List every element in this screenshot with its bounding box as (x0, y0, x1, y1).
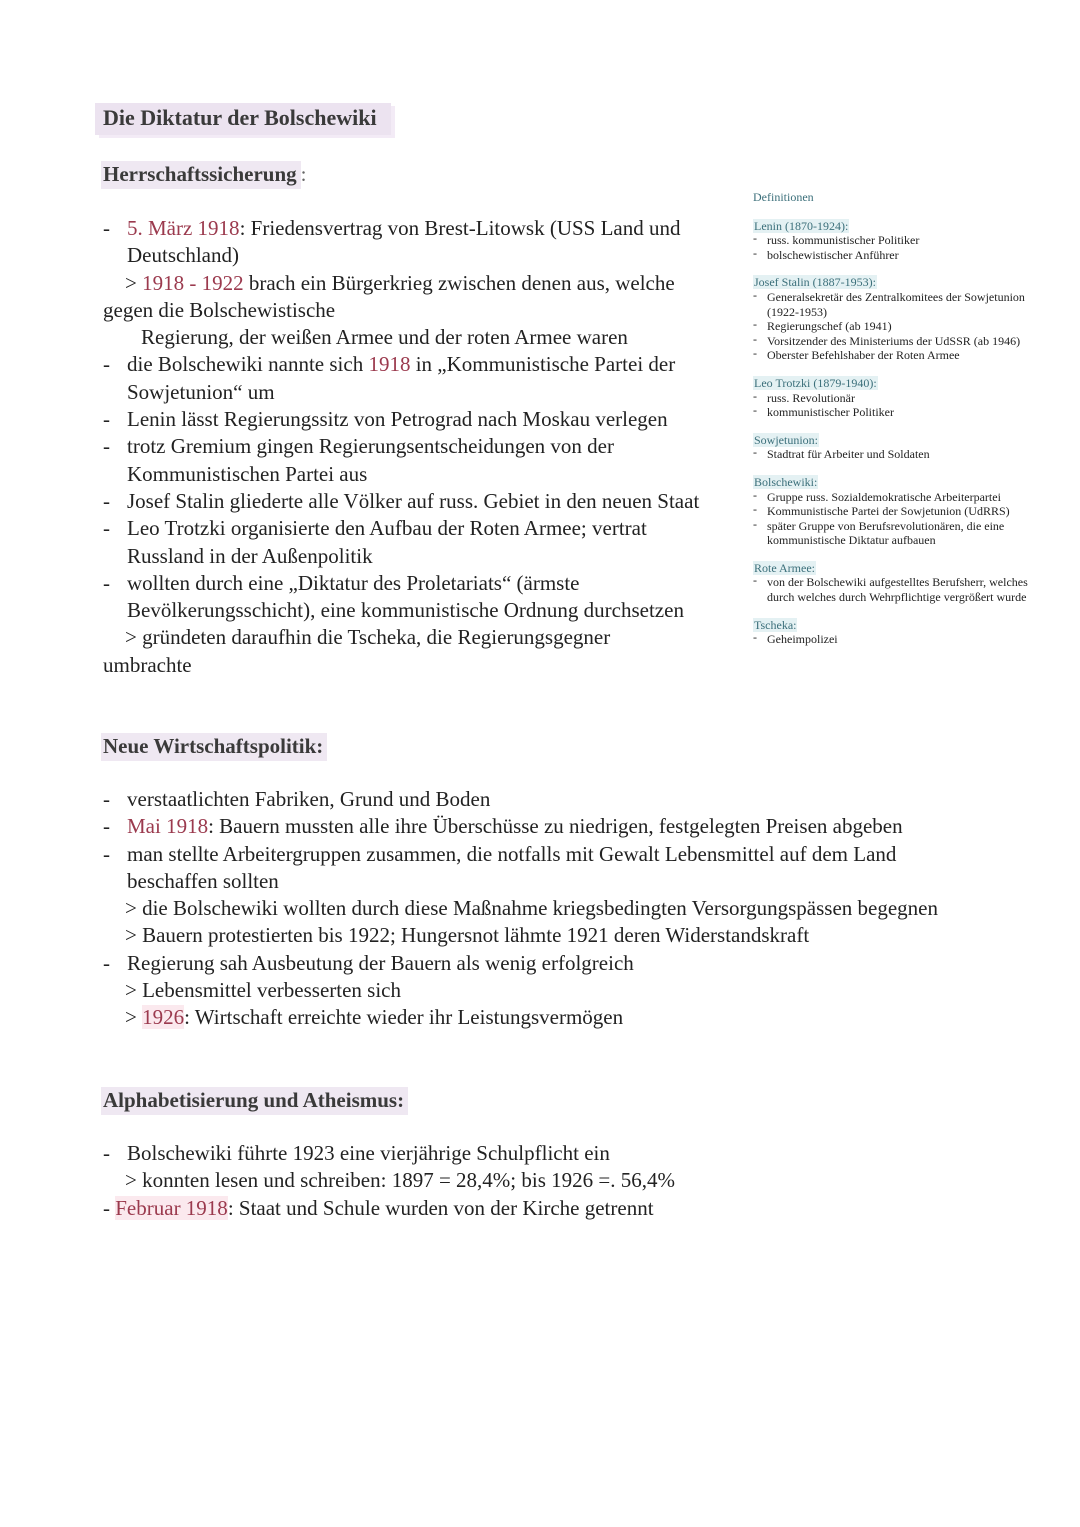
definition-item: Vorsitzender des Ministeriums der UdSSR (ab 1946) (767, 333, 1021, 348)
list-item: - verstaatlichten Fabriken, Grund und Boden (103, 787, 491, 811)
list-item: - trotz Gremium gingen Regierungsentscheidungen von der (103, 434, 614, 459)
sub-point-text: brach ein Bürgerkrieg zwischen denen aus, welche (243, 270, 675, 295)
definition-item: später Gruppe von Berufsrevolutionären, die eine (767, 518, 1005, 533)
list-item-text: : Staat und Schule wurden von der Kirche getrennt (227, 1195, 654, 1220)
section-heading-text: Herrschaftssicherung (101, 161, 301, 189)
section-heading-text: Neue Wirtschaftspolitik: (101, 733, 327, 761)
definition-item: Kommunistische Partei der Sowjetunion (UdRRS) (767, 504, 1010, 519)
list-item-text: Lenin lässt Regierungssitz von Petrograd nach Moskau verlegen (127, 407, 668, 432)
definition-item: bolschewistischer Anführer (767, 247, 899, 262)
list-item: - Bolschewiki führte 1923 eine vierjährige Schulpflicht ein (103, 1141, 610, 1165)
sub-point-continuation: Regierung, der weißen Armee und der roten Armee waren (141, 325, 628, 350)
list-item-text: : Bauern mussten alle ihre Überschüsse zu niedrigen, festgelegten Preisen abgeben (208, 814, 903, 839)
section1-body (103, 215, 733, 679)
definition-heading: Rote Armee: (754, 560, 815, 575)
definition-item: kommunistische Diktatur aufbauen (767, 533, 936, 548)
sub-point-arrow: > (125, 270, 143, 295)
definition-stalin: Josef Stalin (1887-1953): - Generalsekretär des Zentralkomitees der Sowjetunion (1922-1953) - Regierungschef (ab 1941) - Vorsitzender des Ministeriums der UdSSR (ab 1946) - Oberster Befehlshaber der Roten Armee (753, 275, 1025, 363)
page-title-text: Die Diktatur der Bolschewiki (95, 103, 391, 135)
sub-point: > Bauern protestierten bis 1922; Hungersnot lähmte 1921 deren Widerstandskraft (125, 923, 810, 948)
sub-point (103, 270, 733, 297)
definition-heading: Tscheka: (754, 617, 797, 632)
list-item-continuation: Kommunistischen Partei aus (127, 461, 368, 486)
sub-point (103, 1004, 1003, 1031)
section-heading-herrschaftssicherung (101, 161, 306, 189)
list-item: - man stellte Arbeitergruppen zusammen, die notfalls mit Gewalt Lebensmittel auf dem Land (103, 841, 897, 866)
section-heading-text: Alphabetisierung und Atheismus: (101, 1087, 408, 1115)
list-item-text: Regierung sah Ausbeutung der Bauern als wenig erfolgreich (127, 950, 634, 975)
definition-heading: Lenin (1870-1924): (754, 218, 849, 233)
definition-item: Regierungschef (ab 1941) (767, 319, 892, 334)
definition-item: Stadtrat für Arbeiter und Soldaten (767, 447, 930, 462)
page-title (95, 103, 391, 135)
section-heading-alphabetisierung (101, 1087, 408, 1115)
definition-heading: Bolschewiki: (754, 474, 818, 489)
sub-point-arrow: > (125, 1005, 143, 1030)
list-item-continuation: Bevölkerungsschicht), eine kommunistische Ordnung durchsetzen (127, 598, 684, 623)
date-highlight: 1918 (368, 352, 411, 377)
list-item: - wollten durch eine „Diktatur des Proletariats“ (ärmste (103, 570, 580, 595)
sub-point: > konnten lesen und schreiben: 1897 = 28,4%; bis 1926 =. 56,4% (125, 1168, 675, 1193)
sub-point-text: : Wirtschaft erreichte wieder ihr Leistungsvermögen (184, 1005, 624, 1030)
definition-item: durch welches durch Wehrpflichtige vergrößert wurde (767, 590, 1027, 605)
definition-heading: Sowjetunion: (754, 432, 819, 447)
list-item: - die Bolschewiki nannte sich 1918 in „Kommunistische Partei der (103, 352, 676, 377)
definition-sowjetunion: Sowjetunion: - Stadtrat für Arbeiter und Soldaten (753, 432, 930, 462)
definition-item: (1922-1953) (767, 304, 827, 319)
section-heading-colon: : (300, 162, 307, 186)
section3-body (103, 1140, 903, 1222)
list-item: - Lenin lässt Regierungssitz von Petrograd nach Moskau verlegen (103, 407, 668, 432)
list-item: - Leo Trotzki organisierte den Aufbau der Roten Armee; vertrat (103, 516, 647, 541)
list-item: - Regierung sah Ausbeutung der Bauern als wenig erfolgreich (103, 950, 634, 975)
list-item-text: in „Kommunistische Partei der (410, 352, 676, 377)
definition-heading: Leo Trotzki (1879-1940): (754, 375, 877, 390)
sub-point: > gründeten daraufhin die Tscheka, die Regierungsgegner (125, 625, 611, 650)
list-item-dash: - (103, 1195, 116, 1220)
date-highlight: Mai 1918 (127, 814, 209, 839)
section-heading-wirtschaftspolitik (101, 733, 327, 761)
definition-bolschewiki: Bolschewiki: - Gruppe russ. Sozialdemokratische Arbeiterpartei - Kommunistische Partei der Sowjetunion (UdRRS) - später Gruppe von Berufsrevolutionären, die eine kommunistische Diktatur aufbauen (753, 474, 1010, 548)
list-item: - Mai 1918: Bauern mussten alle ihre Überschüsse zu niedrigen, festgelegten Preisen abgeben (103, 814, 903, 839)
definitions-title: Definitionen (753, 190, 814, 204)
list-item-text: verstaatlichten Fabriken, Grund und Boden (127, 787, 491, 811)
list-item-text: trotz Gremium gingen Regierungsentscheidungen von der (127, 434, 614, 459)
definitions-sidebar (753, 190, 1068, 660)
list-item-continuation: Russland in der Außenpolitik (127, 543, 373, 568)
list-item-text: die Bolschewiki nannte sich (127, 352, 369, 377)
list-item-text: wollten durch eine „Diktatur des Proletariats“ (ärmste (127, 570, 580, 595)
definition-item: Geheimpolizei (767, 632, 838, 647)
section2-body (103, 786, 1003, 1032)
definition-tscheka: Tscheka: - Geheimpolizei (753, 617, 838, 647)
definition-heading: Josef Stalin (1887-1953): (754, 275, 876, 290)
definition-item: russ. Revolutionär (767, 390, 855, 405)
list-item-continuation: Sowjetunion“ um (127, 379, 275, 404)
definition-trotzki: Leo Trotzki (1879-1940): - russ. Revolutionär - kommunistischer Politiker (753, 375, 894, 420)
definition-item: von der Bolschewiki aufgestelltes Berufsherr, welches (767, 575, 1028, 590)
date-highlight: 5. März 1918 (127, 216, 240, 240)
list-item-text: Bolschewiki führte 1923 eine vierjährige Schulpflicht ein (127, 1141, 610, 1165)
definition-item: kommunistischer Politiker (767, 405, 894, 420)
sub-point: > Lebensmittel verbesserten sich (125, 978, 402, 1003)
date-highlight: 1918 - 1922 (142, 270, 244, 295)
list-item-text: man stellte Arbeitergruppen zusammen, die notfalls mit Gewalt Lebensmittel auf dem Land (127, 841, 897, 866)
list-item-text: Josef Stalin gliederte alle Völker auf russ. Gebiet in den neuen Staat (127, 488, 700, 513)
list-item (103, 1195, 903, 1222)
definition-rote-armee: Rote Armee: - von der Bolschewiki aufgestelltes Berufsherr, welches durch welches durch Wehrpflichtige vergrößert wurde (753, 560, 1028, 605)
list-item-continuation: Deutschland) (127, 243, 239, 268)
list-item: - 5. März 1918: Friedensvertrag von Brest-Litowsk (USS Land und (103, 216, 681, 240)
date-highlight: 1926 (142, 1005, 185, 1030)
definition-item: Gruppe russ. Sozialdemokratische Arbeiterpartei (767, 489, 1001, 504)
sub-point-continuation: umbrachte (103, 652, 192, 677)
definition-item: russ. kommunistischer Politiker (767, 233, 920, 248)
definition-item: Oberster Befehlshaber der Roten Armee (767, 348, 960, 363)
date-highlight: Februar 1918 (115, 1195, 228, 1220)
list-item: - Josef Stalin gliederte alle Völker auf russ. Gebiet in den neuen Staat (103, 488, 700, 513)
list-item-continuation: beschaffen sollten (127, 868, 279, 893)
list-item-text: Leo Trotzki organisierte den Aufbau der Roten Armee; vertrat (127, 516, 647, 541)
sub-point: > die Bolschewiki wollten durch diese Maßnahme kriegsbedingten Versorgungspässen begegnen (125, 896, 938, 921)
definition-item: Generalsekretär des Zentralkomitees der Sowjetunion (767, 289, 1025, 304)
list-item-text: : Friedensvertrag von Brest-Litowsk (USS Land und (239, 216, 681, 240)
definition-lenin: Lenin (1870-1924): - russ. kommunistischer Politiker - bolschewistischer Anführer (753, 218, 920, 262)
sub-point-continuation: gegen die Bolschewistische (103, 297, 336, 322)
